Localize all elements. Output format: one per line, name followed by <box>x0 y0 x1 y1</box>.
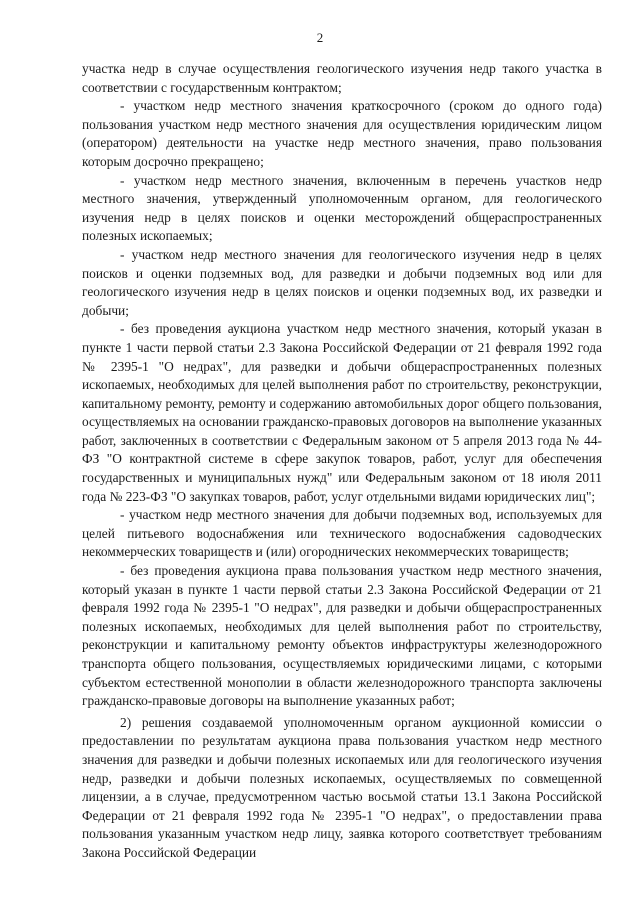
paragraph-no-auction-railway: - без проведения аукциона права пользования участком недр местного значения, который указан в пункте 1 части первой статьи 2.3 Закона Российской Федерации от 21 февраля 1992 года № 2395-1 "О недрах", для разведки и добычи общераспространенных полезных ископаемых, необходимых для целей выполнения работ по строительству, реконструкции и капитальному ремонту объектов инфраструктуры железнодорожного транспорта общего пользования, осуществляемых юридическими лицами, с которыми субъектом естественной монополии в области железнодорожного транспорта заключены гражданско-правовые договоры на выполнение указанных работ; <box>82 563 602 709</box>
paragraph-continuation: участка недр в случае осуществления геологического изучения недр такого участка в соответствии с государственным контрактом; <box>82 61 602 95</box>
paragraph-short-term-use: - участком недр местного значения краткосрочного (сроком до одного года) пользования участком недр местного значения для осуществления юридическим лицом (оператором) деятельности на участке недр местного значения, право пользования которым досрочно прекращено; <box>82 98 602 169</box>
paragraph-groundwater: - участком недр местного значения для геологического изучения недр в целях поисков и оценки подземных вод, для разведки и добычи подземных вод или для геологического изучения недр в целях поисков и оценки подземных вод, их разведки и добычи; <box>82 246 602 318</box>
paragraph-auction-commission: 2) решения создаваемой уполномоченным органом аукционной комиссии о предоставлении по результатам аукциона права пользования участком недр местного значения для разведки и добычи полезных ископаемых или для геологического изучения недр, разведки и добычи полезных ископаемых, осуществляемых по совмещенной лицензии, а в случае, предусмотренном частью восьмой статьи 13.1 Закона Российской Федерации от 21 февраля 1992 года № 2395-1 "О недрах", о предоставлении права пользования указанным участком недр лицу, заявка которого соответствует требованиям Закона Российской Федерации <box>82 714 602 860</box>
document-body <box>82 60 602 863</box>
paragraph-approved-list: - участком недр местного значения, включенным в перечень участков недр местного значения, утвержденный уполномоченным органом, для геологического изучения недр в целях поисков и оценки месторождений общераспространенных полезных ископаемых; <box>82 172 602 244</box>
paragraph-no-auction-roads: - без проведения аукциона участком недр местного значения, который указан в пункте 1 части первой статьи 2.3 Закона Российской Федерации от 21 февраля 1992 года № 2395-1 "О недрах", для разведки и добычи общераспространенных полезных ископаемых, необходимых для целей выполнения работ по строительству, реконструкции, капитальному ремонту, ремонту и содержанию автомобильных дорог общего пользования, осуществляемых на основании гражданско-правовых договоров на выполнение указанных работ, заключенных в соответствии с Федеральным законом от 5 апреля 2013 года № 44-ФЗ "О контрактной системе в сфере закупок товаров, работ, услуг для обеспечения государственных и муниципальных нужд" или Федеральным законом от 18 июля 2011 года № 223-ФЗ "О закупках товаров, работ, услуг отдельными видами юридических лиц"; <box>82 321 602 504</box>
page-number: 2 <box>316 30 324 45</box>
paragraph-drinking-water: - участком недр местного значения для добычи подземных вод, используемых для целей питьевого водоснабжения или технического водоснабжения садоводческих некоммерческих товариществ и (или) огороднических некоммерческих товариществ; <box>82 507 602 560</box>
